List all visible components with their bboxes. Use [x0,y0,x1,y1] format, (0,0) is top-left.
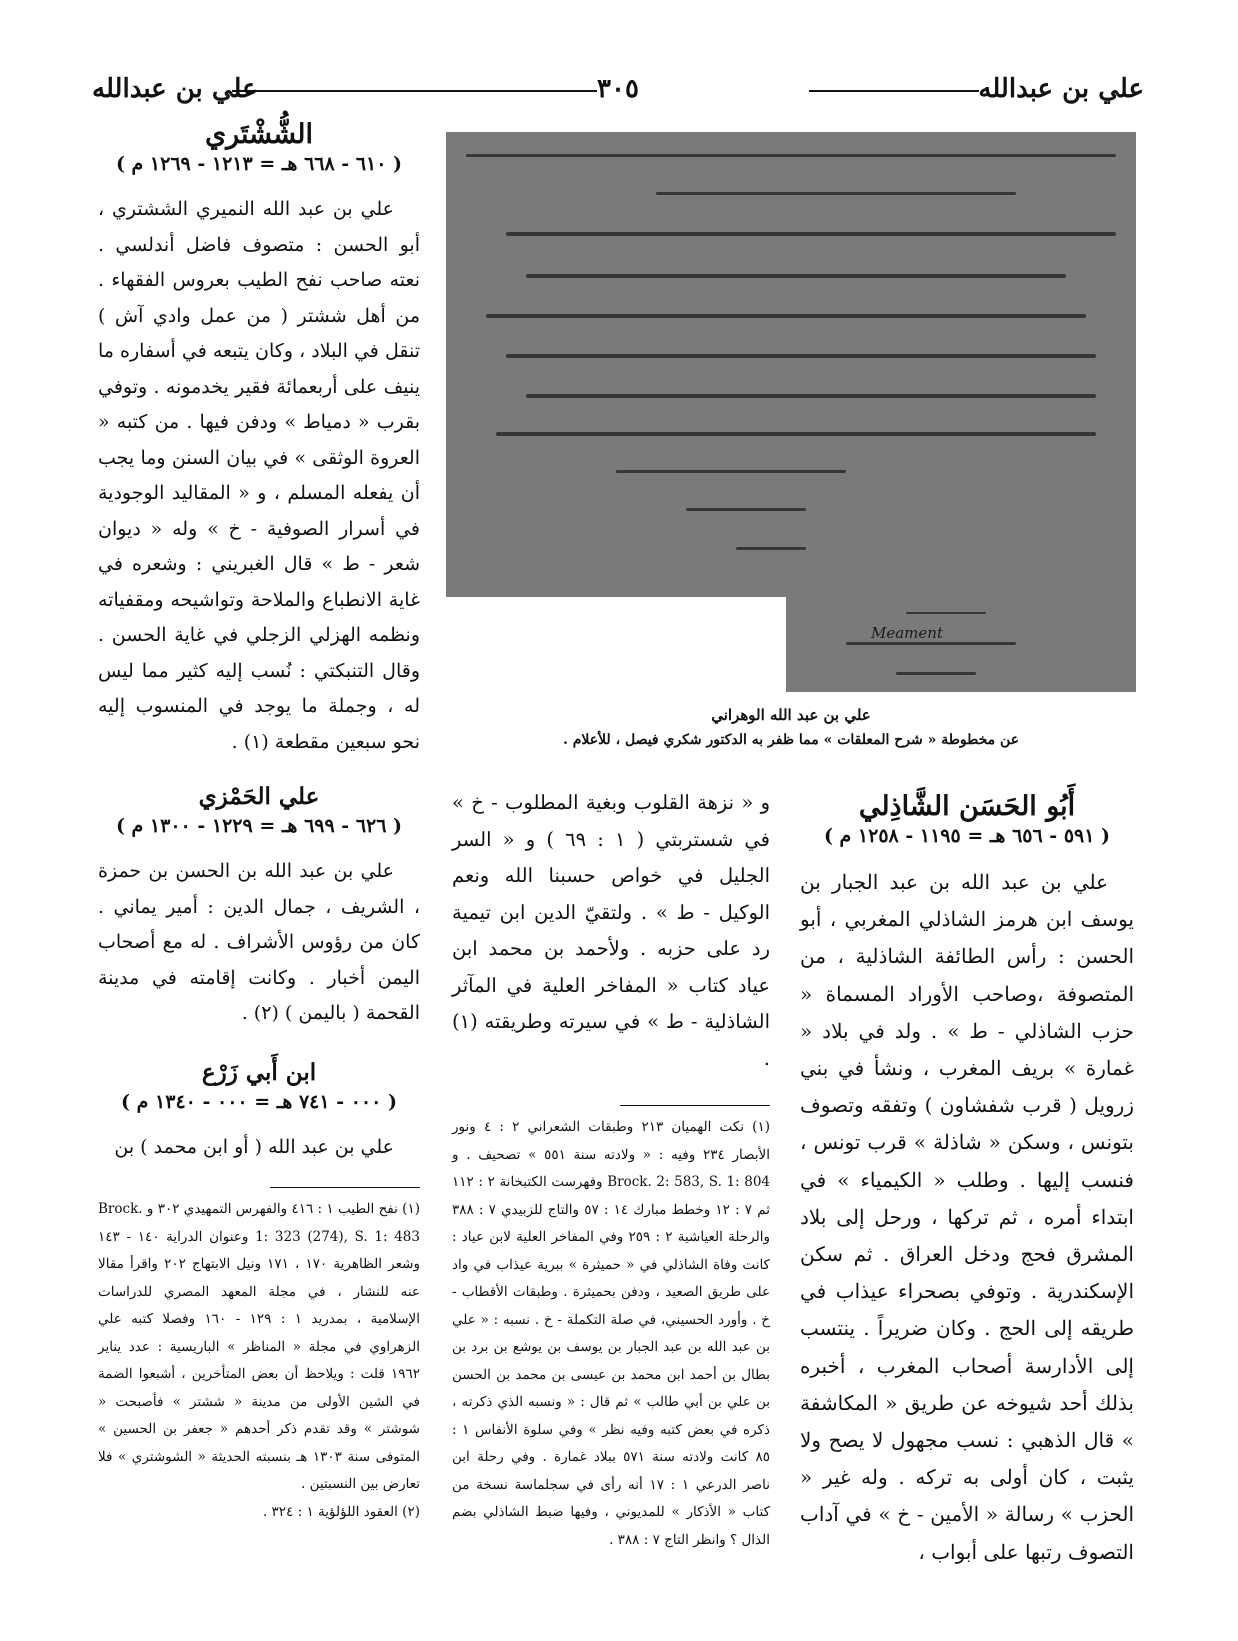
entry-paragraph: علي بن عبد الله بن عبد الجبار بن يوسف ابن هرمز الشاذلي المغربي ، أبو الحسن : رأس الطائفة الشاذلية ، من المتصوفة ،وصاحب الأوراد المسماة « حزب الشاذلي - ط » . ولد في بلاد « غمارة » بريف المغرب ، ونشأ في بني زرويل ( قرب شفشاون ) وتفقه وتصوف بتونس ، وسكن « شاذلة » قرب تونس ، فنسب إليها . وطلب « الكيمياء » في ابتداء أمره ، ثم تركها ، ورحل إلى بلاد المشرق فحج ودخل العراق . ثم سكن الإسكندرية . وتوفي بصحراء عيذاب في طريقه إلى الحج . وكان ضريراً . ينتسب إلى الأدارسة أصحاب المغرب ، أخبره بذلك أحد شيوخه عن طريق « المكاشفة » قال الذهبي : نسب مجهول لا يصح ولا يثبت ، كان أولى به تركه . وله غير « الحزب » رسالة « الأمين - خ » في آداب التصوف رتبها على أبواب ، [800,870,1134,1564]
entry-title: ابن أَبي زَرْع [201,1058,317,1086]
header-name-right: علي بن عبدالله [978,74,1144,104]
entry-ibn-abi-zar [98,1058,420,1166]
footnote: (١) نفح الطيب ١ : ٤١٦ والفهرس التمهيدي ٣٠٢ و Brock. 1: 323 (274), S. 1: 483 وعنوان الدراية ١٤٠ - ١٤٣ وشعر الظاهرية ١٧٠ ، ١٧١ ونيل الابتهاج ٢٠٢ واقرأ مقالا عنه للنشار ، في مجلة المعهد المصري للدراسات الإسلامية ، بمدريد ١ : ١٢٩ - ١٦٠ وفصلا كتبه علي الزهراوي في مجلة « المناظر » الباريسية : عدد يناير ١٩٦٢ قلت : ويلاحظ أن بعض المتأخرين ، أشبعوا الضمة في الشين الأولى من مدينة « ششتر » فأصبحت « شوشتر » وقد تقدم ذكر أحدهم « جعفر بن الحسين » المتوفى سنة ١٣٠٣ هـ بنسبته الحديثة « الشوشتري » فلا تعارض بين النسبتين . [98,1201,420,1492]
entry-title: علي الحَمْزي [198,783,320,810]
manuscript-notch [446,597,786,692]
footnote: (١) نكت الهميان ٢١٣ وطبقات الشعراني ٢ : ٤ ونور الأبصار ٢٣٤ وفيه : « ولادته سنة ٥٥١ » تصحيف . و Brock. 2: 583, S. 1: 804 وفهرست الكتبخانة ٢ : ١١٢ ثم ٧ : ١٢ وخطط مبارك ١٤ : ٥٧ والتاج للزبيدي ٧ : ٣٨٨ والرحلة العياشية ٢ : ٢٥٩ وفي المفاخر العلية لابن عياد : كانت وفاة الشاذلي في « حميثرة » ببرية عيذاب في واد على طريق الصعيد ، ودفن بحميثرة . وطبقات الأقطاب - خ . وأورد الحسيني، في صلة التكملة - خ . نسبه : « علي بن عبد الله بن عبد الجبار بن يوسف بن يوشع بن برد بن بطال بن أحمد ابن محمد بن عيسى بن محمد بن الحسن بن علي بن أبي طالب » ثم قال : « ونسبه الذي ذكرته ، ذكره في بعض كتبه وفيه نظر » وفي سلوة الأنفاس ١ : ٨٥ كانت ولادته سنة ٥٧١ ببلاد غمارة . وفي رحلة ابن ناصر الدرعي ١ : ١٧ أنه رأى في سجلماسة نسخة من كتاب « الأذكار » للمديوني ، وفيها ضبط الشاذلي بضم الذال ؟ وانظر التاج ٧ : ٣٨٨ . [452,1119,771,1548]
column-left-lower [98,782,420,1526]
column-middle [452,785,770,1554]
manuscript-image [446,132,1136,692]
footnote: (٢) العقود اللؤلؤية ١ : ٣٢٤ . [262,1503,420,1520]
entry-continuation [452,785,770,1077]
entry-shadhili [800,792,1134,1571]
entry-dates: ( ٥٩١ - ٦٥٦ هـ = ١١٩٥ - ١٢٥٨ م ) [823,825,1111,847]
caption-source: عن مخطوطة « شرح المعلقات » مما ظفر به الدكتور شكري فيصل ، للأعلام . [562,732,1020,748]
entry-body [98,1130,420,1166]
entry-body [98,854,420,1032]
entry-title: الشُّشْتَري [204,119,314,150]
entry-dates: ( ٦٢٦ - ٦٩٩ هـ = ١٢٢٩ - ١٣٠٠ م ) [115,815,403,837]
header-rule-left [232,90,597,92]
entry-dates: ( ٠٠٠ - ٧٤١ هـ = ٠٠٠ - ١٣٤٠ م ) [121,1090,397,1113]
manuscript-latin-note: Meament [871,624,943,642]
entry-paragraph: و « نزهة القلوب وبغية المطلوب - خ » في شستربتي ( ١ : ٦٩ ) و « السر الجليل في خواص حسبنا الله ونعم الوكيل - ط » . ولتقيّ الدين ابن تيمية رد على حزبه . ولأحمد بن محمد ابن عياد كتاب « المفاخر العلية في المآثر الشاذلية - ط » في سيرته وطريقته (١) . [452,791,771,1070]
entry-body [800,864,1134,1571]
entry-paragraph: علي بن عبد الله ( أو ابن محمد ) بن [114,1135,394,1158]
header-name-left: علي بن عبدالله [92,74,258,104]
manuscript-caption [446,702,1136,752]
entry-paragraph: علي بن عبد الله بن الحسن بن حمزة ، الشريف ، جمال الدين : أمير يماني . كان من رؤوس الأشراف . له مع أصحاب اليمن أخبار . وكانت إقامته في مدينة القحمة ( باليمن ) (٢) . [98,860,420,1024]
entry-body [98,192,420,760]
entry-shushtari [98,120,420,760]
running-header [92,72,1144,112]
footnote-rule [270,1187,420,1188]
entry-dates: ( ٦١٠ - ٦٦٨ هـ = ١٢١٣ - ١٢٦٩ م ) [115,153,403,175]
entry-paragraph: علي بن عبد الله النميري الششتري ، أبو الحسن : متصوف فاضل أندلسي . نعته صاحب نفح الطيب بعروس الفقهاء . من أهل ششتر ( من عمل وادي آش ) تنقل في البلاد ، وكان يتبعه في أسفاره ما ينيف على أربعمائة فقير يخدمونه . وتوفي بقرب « دمياط » ودفن فيها . من كتبه « العروة الوثقى » في بيان السنن وما يجب أن يفعله المسلم ، و « المقاليد الوجودية في أسرار الصوفية - خ » وله « ديوان شعر - ط » قال الغبريني : وشعره في غاية الانطباع والملاحة وتواشيحه ومقفياته ونظمه الهزلي الزجلي في غاية الحسن . وقال التنبكتي : نُسب إليه كثير مما ليس له ، وجملة ما يوجد في المنسوب إليه نحو سبعين مقطعة (١) . [98,198,420,753]
footnote-rule [620,1105,770,1106]
footnotes-middle [452,1114,770,1554]
entry-hamzi [98,782,420,1032]
caption-title: علي بن عبد الله الوهراني [711,706,871,724]
footnotes-left [98,1196,420,1526]
entry-title: أَبُو الحَسَن الشَّاذِلي [858,791,1076,822]
page-number: ٣٠٥ [597,74,639,104]
